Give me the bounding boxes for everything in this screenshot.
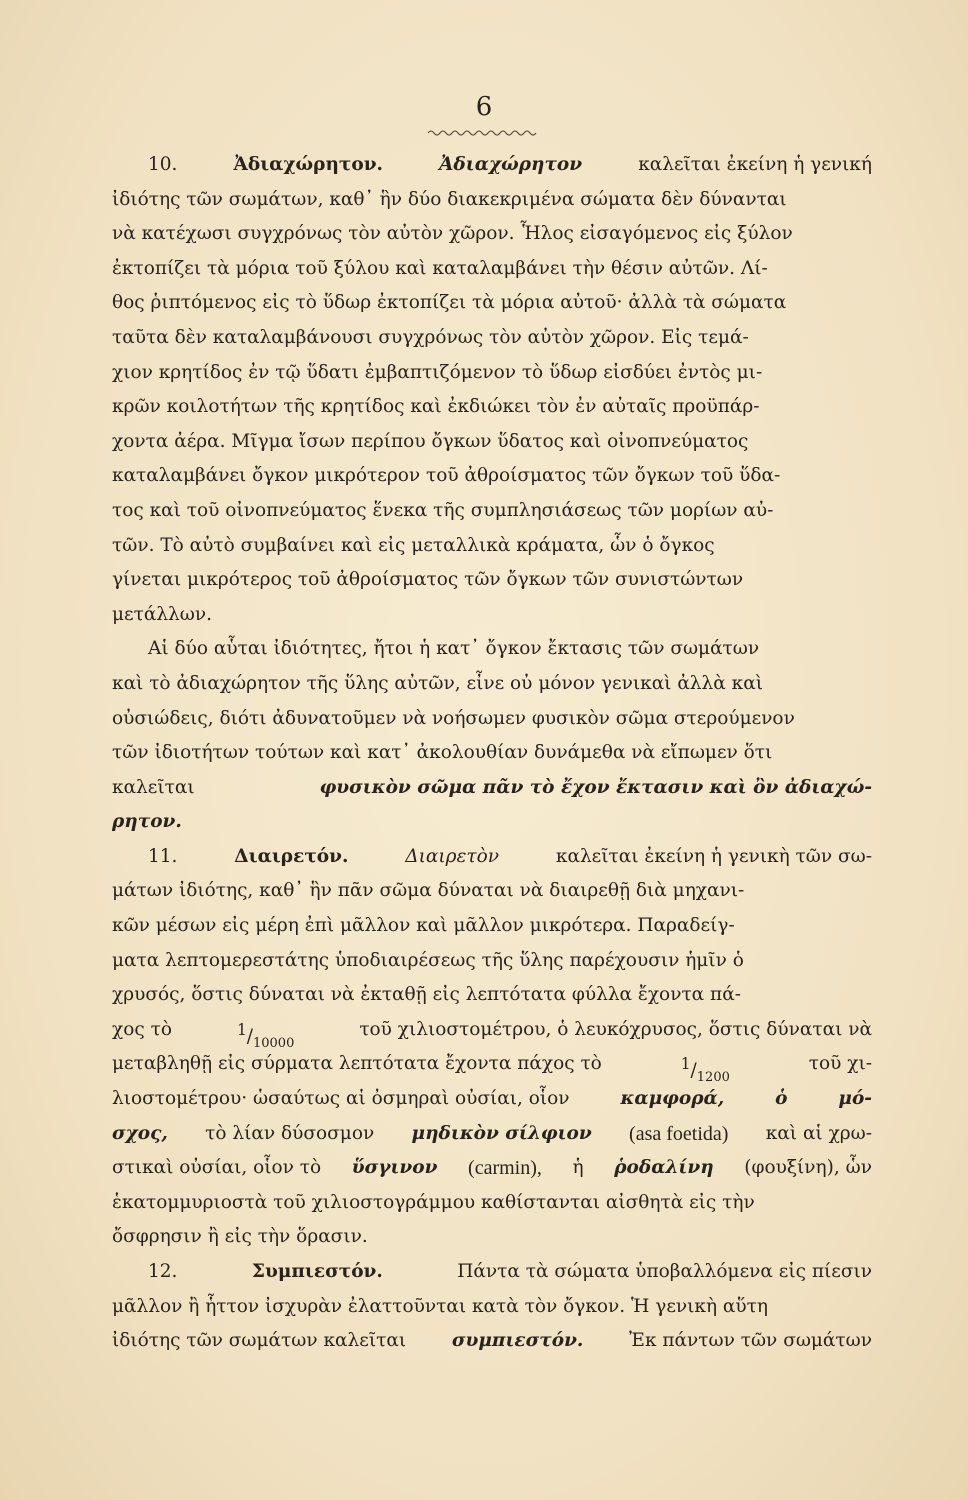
text-line: ἑκατομμυριοστὰ τοῦ χιλιοστογράμμου καθίστανται αἰσθητὰ εἰς τὴν bbox=[112, 1191, 755, 1213]
text-line: μᾶλλον ἢ ἧττον ἰσχυρὰν ἐλαττοῦνται κατὰ τὸν ὄγκον. Ἡ γενικὴ αὕτη bbox=[112, 1295, 768, 1317]
definition-line-end: ρητον. bbox=[112, 811, 182, 833]
text-line: καὶ τὸ ἀδιαχώρητον τῆς ὕλης αὐτῶν, εἶνε οὐ μόνον γενικαὶ ἀλλὰ καὶ bbox=[112, 672, 763, 694]
text-line: ματα λεπτομερεστάτης ὑποδιαιρέσεως τῆς ὕλης παρέχουσιν ἡμῖν ὁ bbox=[112, 949, 744, 971]
section-10-number: 10. bbox=[148, 154, 178, 175]
text-line: μάτων ἰδιότης, καθ᾽ ἣν πᾶν σῶμα δύναται νὰ διαιρεθῇ διὰ μηχανι- bbox=[112, 880, 745, 902]
section-10-heading: Ἀδιαχώρητον. bbox=[233, 154, 383, 175]
text-line: Αἱ δύο αὗται ἰδιότητες, ἤτοι ἡ κατ᾽ ὄγκον ἔκτασις τῶν σωμάτων bbox=[148, 638, 760, 660]
text-line: λιοστομέτρου· ὡσαύτως αἱ ὀσμηραὶ οὐσίαι, οἷον καμφορά, ὁ μό- bbox=[112, 1088, 872, 1110]
text-line: χιον κρητίδος ἐν τῷ ὕδατι ἐμβαπτιζόμενον τὸ ὕδωρ εἰσδύει ἐντὸς μι- bbox=[112, 361, 763, 383]
text-line: κῶν μέσων εἰς μέρη ἐπὶ μᾶλλον καὶ μᾶλλον μικρότερα. Παραδείγ- bbox=[112, 915, 735, 937]
wavy-rule-icon bbox=[428, 128, 538, 138]
text-line: νὰ κατέχωσι συγχρόνως τὸν αὐτὸν χῶρον. Ἧλος εἰσαγόμενος εἰς ξύλον bbox=[112, 223, 793, 245]
section-10-text: καλεῖται ἐκείνη ἡ γενική bbox=[638, 154, 872, 175]
text-line: σχος, τὸ λίαν δύσοσμον μηδικὸν σίλφιον (asa foetida) καὶ αἱ χρω- bbox=[112, 1122, 872, 1145]
text-line: ἰδιότης τῶν σωμάτων καλεῖται συμπιεστόν. Ἐκ πάντων τῶν σωμάτων bbox=[112, 1330, 872, 1352]
text-line: ὄσφρησιν ἢ εἰς τὴν ὅρασιν. bbox=[112, 1226, 368, 1248]
fraction-line: χος τὸ $^1/_{10000}$ τοῦ χιλιοστομέτρου, ὁ λευκόχρυσος, ὅστις δύναται νὰ bbox=[112, 1013, 872, 1048]
text-line: χρυσός, ὅστις δύναται νὰ ἐκταθῇ εἰς λεπτότατα φύλλα ἔχοντα πά- bbox=[112, 984, 741, 1006]
fraction: $^1/_{1200}$ bbox=[680, 1055, 730, 1083]
text-line: ταῦτα δὲν καταλαμβάνουσι συγχρόνως τὸν αὐτὸν χῶρον. Εἰς τεμά- bbox=[112, 326, 749, 348]
text-line: τῶν ἰδιοτήτων τούτων καὶ κατ᾽ ἀκολουθίαν δυνάμεθα νὰ εἴπωμεν ὅτι bbox=[112, 742, 773, 764]
section-11-lead-term: Διαιρετὸν bbox=[405, 845, 500, 867]
text-line: θος ῥιπτόμενος εἰς τὸ ὕδωρ ἐκτοπίζει τὰ μόρια αὐτοῦ· ἀλλὰ τὰ σώματα bbox=[112, 292, 787, 314]
section-12-number: 12. bbox=[148, 1261, 178, 1282]
fraction-line: μεταβληθῇ εἰς σύρματα λεπτότατα ἔχοντα πάχος τὸ $^1/_{1200}$ τοῦ χι- bbox=[112, 1047, 872, 1082]
section-11-number: 11. bbox=[148, 845, 178, 867]
page-number: 6 bbox=[475, 92, 493, 122]
text-line: τος καὶ τοῦ οἰνοπνεύματος ἕνεκα τῆς συμπλησιάσεως τῶν μορίων αὐ- bbox=[112, 499, 774, 521]
text-line: χοντα ἀέρα. Μῖγμα ἴσων περίπου ὄγκων ὕδατος καὶ οἰνοπνεύματος bbox=[112, 430, 749, 452]
body-text bbox=[112, 148, 872, 1359]
text-line: γίνεται μικρότερος τοῦ ἀθροίσματος τῶν ὄγκων τῶν συνιστώντων bbox=[112, 569, 744, 591]
text-line: στικαὶ οὐσίαι, οἷον τὸ ὕσγινον (carmin), ἡ ῥοδαλίνη (φουξίνη), ὧν bbox=[112, 1157, 872, 1180]
definition-text: φυσικὸν σῶμα πᾶν τὸ ἔχον ἔκτασιν καὶ ὂν ἀδιαχώ- bbox=[319, 776, 872, 798]
section-12-heading: Συμπιεστόν. bbox=[251, 1261, 383, 1282]
section-11-heading: Διαιρετόν. bbox=[234, 845, 349, 867]
section-11-line-1: 11. Διαιρετόν. Διαιρετὸν καλεῖται ἐκείνη ἡ γενικὴ τῶν σω- bbox=[112, 840, 872, 875]
text-line: οὐσιώδεις, διότι ἀδυνατοῦμεν νὰ νοήσωμεν φυσικὸν σῶμα στερούμενον bbox=[112, 707, 795, 729]
text-line: τῶν. Τὸ αὐτὸ συμβαίνει καὶ εἰς μεταλλικὰ κράματα, ὧν ὁ ὄγκος bbox=[112, 534, 715, 556]
text-line: κρῶν κοιλοτήτων τῆς κρητίδος καὶ ἐκδιώκει τὸν ἐν αὐταῖς προϋπάρ- bbox=[112, 396, 760, 418]
definition-line: καλεῖται φυσικὸν σῶμα πᾶν τὸ ἔχον ἔκτασιν καὶ ὂν ἀδιαχώ- bbox=[112, 771, 872, 806]
text-line: ἐκτοπίζει τὰ μόρια τοῦ ξύλου καὶ καταλαμβάνει τὴν θέσιν αὐτῶν. Λί- bbox=[112, 257, 768, 279]
fraction: $^1/_{10000}$ bbox=[236, 1020, 295, 1048]
text-line: ἰδιότης τῶν σωμάτων, καθ᾽ ἣν δύο διακεκριμένα σώματα δὲν δύνανται bbox=[112, 188, 787, 210]
section-10-lead-term: Ἀδιαχώρητον bbox=[439, 154, 583, 175]
text-line: μετάλλων. bbox=[112, 603, 212, 625]
text-line: καταλαμβάνει ὄγκον μικρότερον τοῦ ἀθροίσματος τῶν ὄγκων τοῦ ὕδα- bbox=[112, 465, 781, 487]
section-12-line-1: 12. Συμπιεστόν. Πάντα τὰ σώματα ὑποβαλλόμενα εἰς πίεσιν bbox=[112, 1255, 872, 1290]
section-10-line-1 bbox=[112, 148, 872, 183]
